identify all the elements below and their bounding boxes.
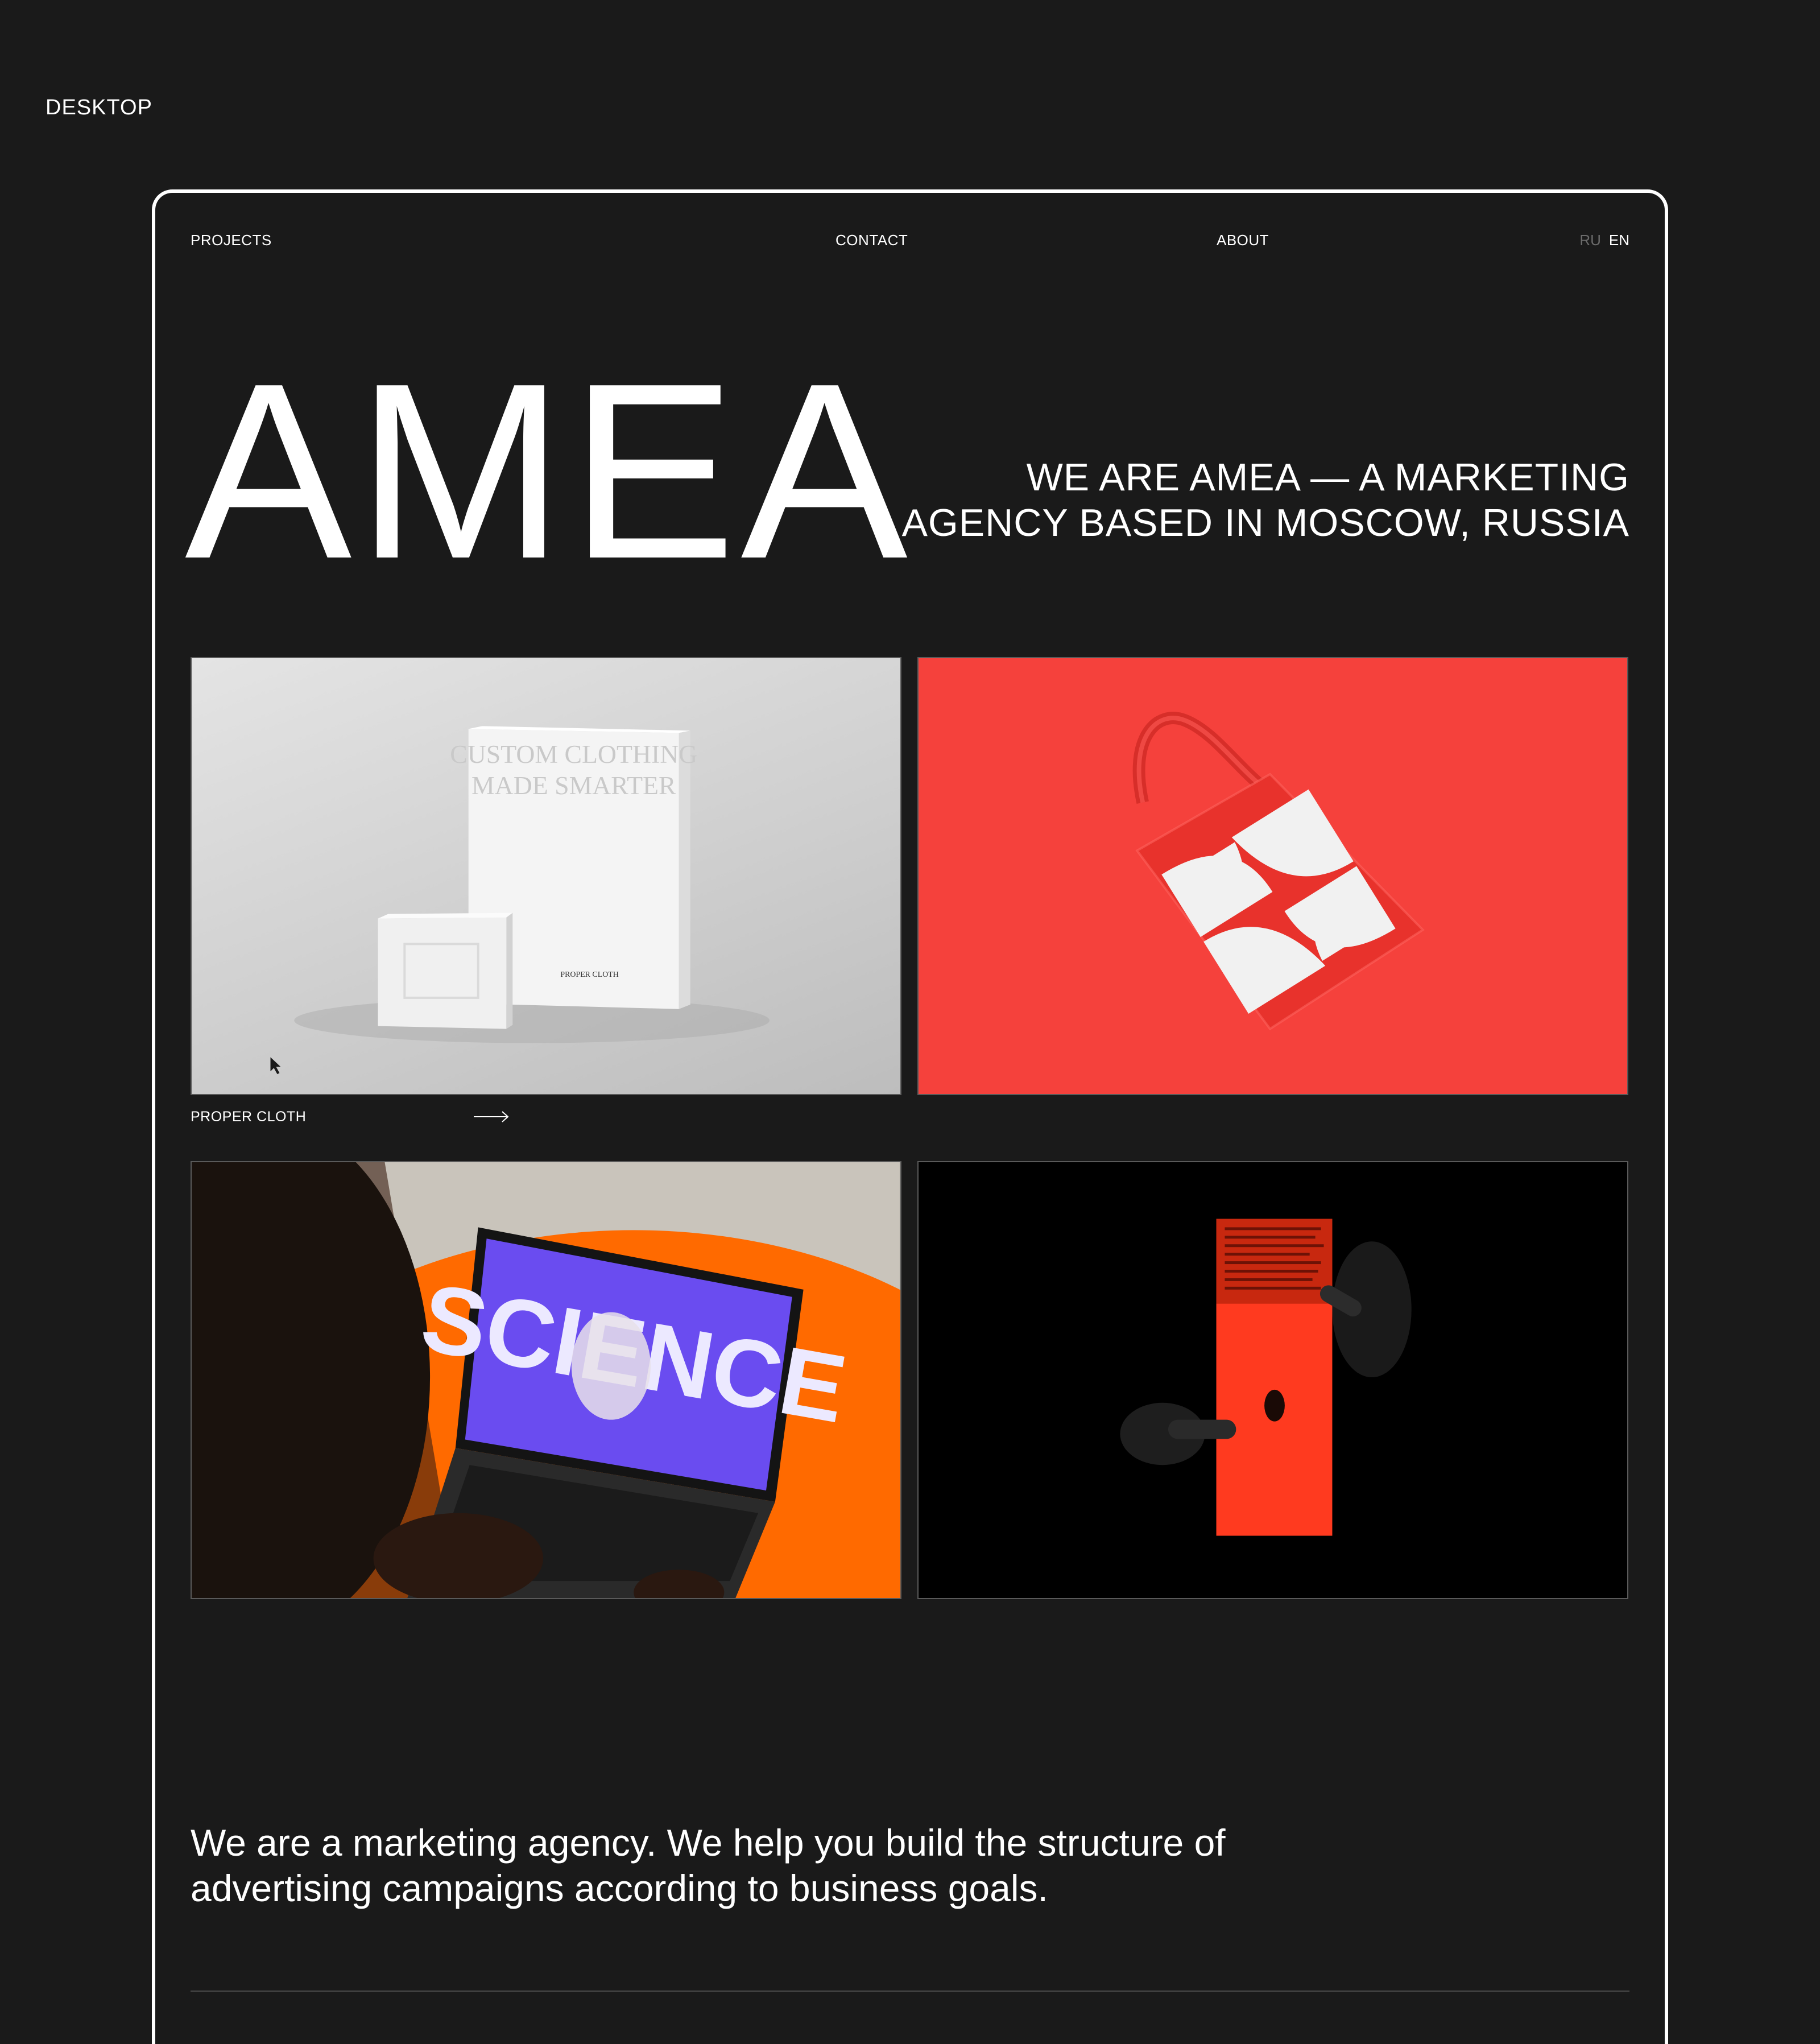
red-print-image xyxy=(919,1162,1627,1598)
project-card-red-print[interactable] xyxy=(917,1161,1628,1599)
project-card-laptop[interactable] xyxy=(191,1161,901,1599)
project-card-proper-cloth[interactable] xyxy=(191,657,901,1095)
laptop-image xyxy=(192,1162,900,1598)
language-switcher xyxy=(1579,232,1629,249)
page-label: DESKTOP xyxy=(46,96,152,119)
tote-bag-image xyxy=(919,658,1627,1094)
proper-cloth-image xyxy=(192,658,900,1094)
section-divider xyxy=(191,1991,1629,1992)
nav-contact-link[interactable]: CONTACT xyxy=(835,232,908,249)
project-card-tote-bag[interactable] xyxy=(917,657,1628,1095)
arrow-right-icon xyxy=(474,1110,509,1124)
box-brand-text: PROPER CLOTH xyxy=(560,971,619,980)
about-statement: We are a marketing agency. We help you build the structure of advertising campaigns according to business goals. xyxy=(191,1822,1226,1909)
nav-projects-link[interactable]: PROJECTS xyxy=(191,232,272,249)
box-headline-line-1: CUSTOM CLOTHING xyxy=(450,740,698,769)
hero-tagline: WE ARE AMEA — A MARKETING AGENCY BASED IN MOSCOW, RUSSIA xyxy=(901,456,1629,544)
lang-en-toggle[interactable]: EN xyxy=(1608,232,1629,249)
desktop-frame xyxy=(152,189,1668,2044)
project-caption-label: PROPER CLOTH xyxy=(191,1108,307,1125)
red-print-emblem xyxy=(1264,1390,1285,1422)
project-caption-proper-cloth[interactable] xyxy=(191,1105,509,1128)
nav-about-link[interactable]: ABOUT xyxy=(1217,232,1269,249)
lang-ru-toggle[interactable]: RU xyxy=(1579,232,1601,249)
hero-title: AMEA xyxy=(185,332,912,611)
pointer-cursor-icon xyxy=(271,1057,281,1074)
box-headline-line-2: MADE SMARTER xyxy=(471,770,676,800)
